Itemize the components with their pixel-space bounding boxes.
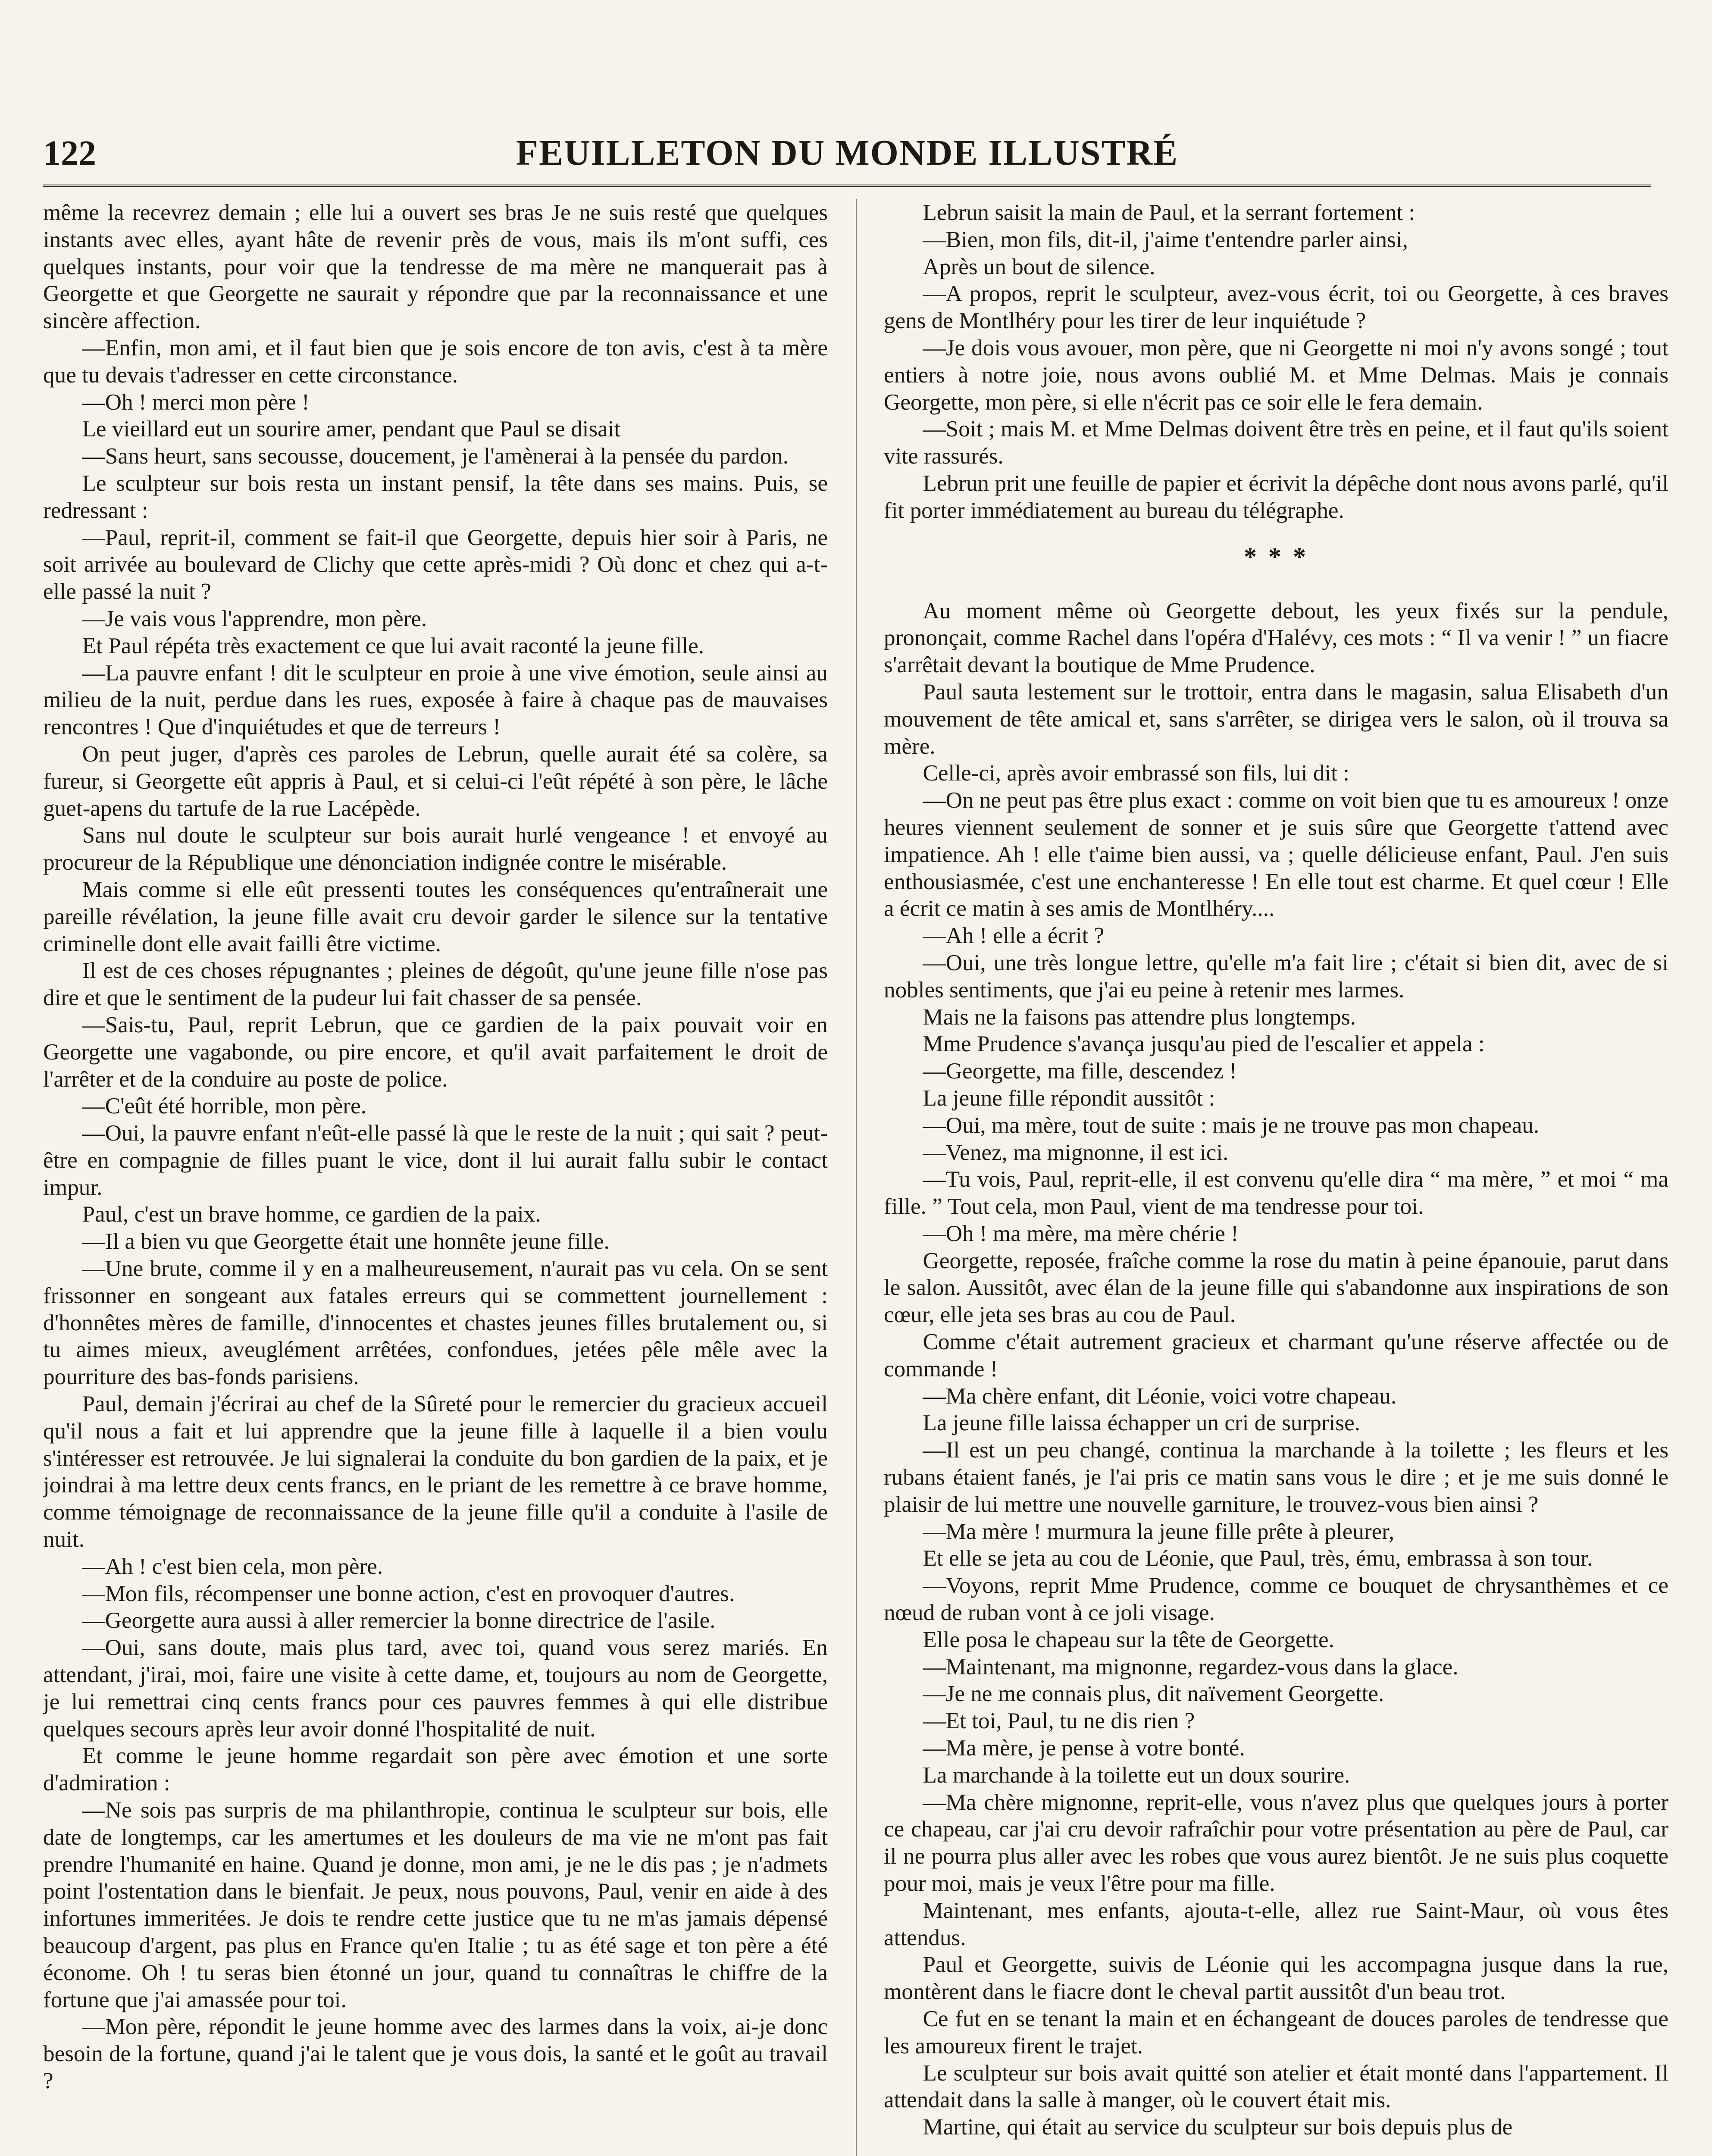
- paragraph: —Je vais vous l'apprendre, mon père.: [82, 605, 427, 631]
- paragraph: Lebrun prit une feuille de papier et écrivit la dépêche dont nous avons parlé, qu'il fit porter immédiatement au bureau du télégraphe.: [884, 470, 1668, 523]
- page-header: [43, 129, 1651, 181]
- paragraph: —Mon fils, récompenser une bonne action, c'est en provoquer d'autres.: [82, 1580, 735, 1606]
- paragraph: La jeune fille répondit aussitôt :: [923, 1085, 1215, 1111]
- paragraph: Celle-ci, après avoir embrassé son fils, lui dit :: [923, 760, 1350, 786]
- paragraph: —Je ne me connais plus, dit naïvement Georgette.: [923, 1681, 1384, 1707]
- paragraph: Sans nul doute le sculpteur sur bois aurait hurlé vengeance ! et envoyé au procureur de la République une dénonciation indignée contre le misérable.: [43, 822, 828, 875]
- right-column: [884, 199, 1668, 2156]
- paragraph: —Il est un peu changé, continua la marchande à la toilette ; les fleurs et les rubans étaient fanés, je l'ai pris ce matin sans vous le dire ; et je me suis donné le plaisir de lui mettre une nouvelle garniture, le trouvez-vous bien ainsi ?: [884, 1437, 1668, 1517]
- paragraph: —Georgette aura aussi à aller remercier la bonne directrice de l'asile.: [82, 1608, 716, 1633]
- paragraph: La jeune fille laissa échapper un cri de surprise.: [923, 1410, 1360, 1436]
- paragraph: Mais comme si elle eût pressenti toutes les conséquences qu'entraînerait une pareille révélation, la jeune fille avait cru devoir garder le silence sur la tentative criminelle dont elle avait failli être victime.: [43, 876, 828, 956]
- paragraph: —On ne peut pas être plus exact : comme on voit bien que tu es amoureux ! onze heures viennent seulement de sonner et je suis sûre que Georgette t'attend avec impatience. Ah ! elle t'aime bien aussi, va ; quelle délicieuse enfant, Paul. J'en suis enthousiasmée, c'est une enchanteresse ! En elle tout est charme. Et quel cœur ! Elle a écrit ce matin à ses amis de Montlhéry....: [884, 787, 1668, 921]
- paragraph: Georgette, reposée, fraîche comme la rose du matin à peine épanouie, parut dans le salon. Aussitôt, avec élan de la jeune fille qui s'abandonne aux inspirations de son cœur, elle jeta ses bras au cou de Paul.: [884, 1247, 1668, 1328]
- paragraph: —Ma mère ! murmura la jeune fille prête à pleurer,: [923, 1518, 1395, 1544]
- paragraph: —Ah ! elle a écrit ?: [923, 923, 1105, 949]
- paragraph: —Georgette, ma fille, descendez !: [923, 1058, 1237, 1084]
- paragraph: —Ne sois pas surpris de ma philanthropie, continua le sculpteur sur bois, elle date de longtemps, car les amertumes et les douleurs de ma vie ne m'ont pas fait prendre l'humanité en haine. Quand je donne, mon ami, je ne le dis pas ; je n'admets point l'ostentation dans le bienfait. Je peux, nous pouvons, Paul, venir en aide à des infortunes immeritées. Je dois te rendre cette justice que tu ne m'as jamais dépensé beaucoup d'argent, pas plus en France qu'en Italie ; tu as été sage et ton père a été économe. Oh ! tu seras bien étonné un jour, quand tu connaîtras le chiffre de la fortune que j'ai amassée pour toi.: [43, 1797, 828, 2012]
- paragraph: —Soit ; mais M. et Mme Delmas doivent être très en peine, et il faut qu'ils soient vite rassurés.: [884, 416, 1668, 469]
- paragraph: Martine, qui était au service du sculpteur sur bois depuis plus de: [923, 2114, 1513, 2140]
- paragraph: Paul, c'est un brave homme, ce gardien de la paix.: [82, 1201, 541, 1227]
- paragraph: —La pauvre enfant ! dit le sculpteur en proie à une vive émotion, seule ainsi au milieu de la nuit, perdue dans les rues, exposée à faire à chaque pas de mauvaises rencontres ! Que d'inquiétudes et que de terreurs !: [43, 660, 828, 740]
- paragraph: —Enfin, mon ami, et il faut bien que je sois encore de ton avis, c'est à ta mère que tu devais t'adresser en cette circonstance.: [43, 335, 828, 388]
- paragraph: —Oh ! merci mon père !: [82, 389, 310, 415]
- paragraph: —Il a bien vu que Georgette était une honnête jeune fille.: [82, 1228, 610, 1254]
- paragraph: —Paul, reprit-il, comment se fait-il que Georgette, depuis hier soir à Paris, ne soit arrivée au boulevard de Clichy que cette après-midi ? Où donc et chez qui a-t-elle passé la nuit ?: [43, 524, 828, 605]
- paragraph: —Je dois vous avouer, mon père, que ni Georgette ni moi n'y avons songé ; tout entiers à notre joie, nous avons oublié M. et Mme Delmas. Mais je connais Georgette, mon père, si elle n'écrit pas ce soir elle le fera demain.: [884, 335, 1668, 415]
- paragraph: —A propos, reprit le sculpteur, avez-vous écrit, toi ou Georgette, à ces braves gens de Montlhéry pour les tirer de leur inquiétude ?: [884, 281, 1668, 334]
- paragraph: Elle posa le chapeau sur la tête de Georgette.: [923, 1626, 1334, 1652]
- paragraph: —Voyons, reprit Mme Prudence, comme ce bouquet de chrysanthèmes et ce nœud de ruban vont à ce joli visage.: [884, 1573, 1668, 1626]
- paragraph: —Et toi, Paul, tu ne dis rien ?: [923, 1708, 1195, 1734]
- paragraph: On peut juger, d'après ces paroles de Lebrun, quelle aurait été sa colère, sa fureur, si Georgette eût appris à Paul, et si celui-ci l'eût répété à son père, le lâche guet-apens du tartufe de la rue Lacépède.: [43, 741, 828, 821]
- paragraph: Après un bout de silence.: [923, 254, 1155, 279]
- paragraph: Il est de ces choses répugnantes ; pleines de dégoût, qu'une jeune fille n'ose pas dire et que le sentiment de la pudeur lui fait chasser de sa pensée.: [43, 958, 828, 1011]
- paragraph: —Ma chère mignonne, reprit-elle, vous n'avez plus que quelques jours à porter ce chapeau, car j'ai cru devoir rafraîchir pour votre présentation au père de Paul, car il ne pourra plus aller avec les robes que vous aurez bientôt. Je ne suis plus coquette pour moi, mais je veux l'être pour ma fille.: [884, 1789, 1668, 1896]
- paragraph: —Oui, la pauvre enfant n'eût-elle passé là que le reste de la nuit ; qui sait ? peut-être en compagnie de filles puant le vice, dont il lui aurait fallu subir le contact impur.: [43, 1120, 828, 1200]
- paragraph: —Ma chère enfant, dit Léonie, voici votre chapeau.: [923, 1383, 1397, 1409]
- paragraph: Le vieillard eut un sourire amer, pendant que Paul se disait: [82, 416, 621, 442]
- paragraph: Comme c'était autrement gracieux et charmant qu'une réserve affectée ou de commande !: [884, 1329, 1668, 1382]
- paragraph: Le sculpteur sur bois avait quitté son atelier et était monté dans l'appartement. Il attendait dans la salle à manger, où le couvert était mis.: [884, 2060, 1668, 2113]
- paragraph: —Maintenant, ma mignonne, regardez-vous dans la glace.: [923, 1654, 1458, 1680]
- paragraph: —Mon père, répondit le jeune homme avec des larmes dans la voix, ai-je donc besoin de la fortune, quand j'ai le talent que je vous dois, la santé et le goût au travail ?: [43, 2014, 828, 2093]
- paragraph: Et comme le jeune homme regardait son père avec émotion et une sorte d'admiration :: [43, 1743, 828, 1796]
- paragraph: Mais ne la faisons pas attendre plus longtemps.: [923, 1004, 1356, 1030]
- paragraph: —Tu vois, Paul, reprit-elle, il est convenu qu'elle dira “ ma mère, ” et moi “ ma fille. ” Tout cela, mon Paul, vient de ma tendresse pour toi.: [884, 1166, 1668, 1219]
- paragraph: Paul sauta lestement sur le trottoir, entra dans le magasin, salua Elisabeth d'un mouvement de tête amical et, sans s'arrêter, se dirigea vers le salon, où il trouva sa mère.: [884, 679, 1668, 759]
- column-divider: [856, 199, 857, 2156]
- paragraph: Et elle se jeta au cou de Léonie, que Paul, très, ému, embrassa à son tour.: [923, 1545, 1593, 1571]
- paragraph: —Oui, une très longue lettre, qu'elle m'a fait lire ; c'était si bien dit, avec de si nobles sentiments, que j'ai eu peine à retenir mes larmes.: [884, 950, 1668, 1003]
- paragraph: Lebrun saisit la main de Paul, et la serrant fortement :: [923, 200, 1415, 225]
- section-break-asterism: * * *: [1244, 542, 1308, 571]
- running-title: FEUILLETON DU MONDE ILLUSTRÉ: [516, 133, 1179, 173]
- paragraph: —Sais-tu, Paul, reprit Lebrun, que ce gardien de la paix pouvait voir en Georgette une vagabonde, ou pire encore, et qu'il avait parfaitement le droit de l'arrêter et de la conduire au poste de police.: [43, 1012, 828, 1092]
- paragraph: —Une brute, comme il y en a malheureusement, n'aurait pas vu cela. On se sent frissonner en songeant aux fatales erreurs qui se commettent journellement : d'honnêtes mères de famille, d'innocentes et chastes jeunes filles brutalement ou, si tu aimes mieux, aveuglément arrêtées, confondues, jetées pêle mêle avec la pourriture des bas-fonds parisiens.: [43, 1256, 828, 1390]
- paragraph: La marchande à la toilette eut un doux sourire.: [923, 1762, 1350, 1788]
- paragraph: —Bien, mon fils, dit-il, j'aime t'entendre parler ainsi,: [923, 226, 1408, 252]
- paragraph: —Ah ! c'est bien cela, mon père.: [82, 1553, 383, 1579]
- paragraph: Maintenant, mes enfants, ajouta-t-elle, allez rue Saint-Maur, où vous êtes attendus.: [884, 1897, 1668, 1950]
- paragraph: —Oh ! ma mère, ma mère chérie !: [923, 1220, 1239, 1246]
- paragraph: Mme Prudence s'avança jusqu'au pied de l'escalier et appela :: [923, 1031, 1485, 1057]
- paragraph: Le sculpteur sur bois resta un instant pensif, la tête dans ses mains. Puis, se redressant :: [43, 470, 828, 523]
- paragraph: —C'eût été horrible, mon père.: [82, 1093, 366, 1119]
- paragraph: Paul et Georgette, suivis de Léonie qui les accompagna jusque dans la rue, montèrent dans le fiacre dont le cheval partit aussitôt d'un beau trot.: [884, 1952, 1668, 2005]
- paragraph: —Ma mère, je pense à votre bonté.: [923, 1735, 1245, 1761]
- paragraph: même la recevrez demain ; elle lui a ouvert ses bras Je ne suis resté que quelques instants avec elles, ayant hâte de revenir près de vous, mais ils m'ont suffi, ces quelques instants, pour voir que la tendresse de ma mère ne manquerait pas à Georgette et que Georgette ne saurait y répondre que par la reconnaissance et une sincère affection.: [43, 200, 828, 334]
- paragraph: Ce fut en se tenant la main et en échangeant de douces paroles de tendresse que les amoureux firent le trajet.: [884, 2006, 1668, 2059]
- header-rule: [43, 185, 1651, 187]
- paragraph: —Venez, ma mignonne, il est ici.: [923, 1139, 1229, 1165]
- paragraph: Au moment même où Georgette debout, les yeux fixés sur la pendule, prononçait, comme Rachel dans l'opéra d'Halévy, ces mots : “ Il va venir ! ” un fiacre s'arrêtait devant la boutique de Mme Prudence.: [884, 598, 1668, 678]
- paragraph: —Oui, sans doute, mais plus tard, avec toi, quand vous serez mariés. En attendant, j'irai, moi, faire une visite à cette dame, et, toujours au nom de Georgette, je lui remettrai cinq cents francs pour ces pauvres femmes à qui elle distribue quelques secours après leur avoir donné l'hospitalité de nuit.: [43, 1635, 828, 1742]
- paragraph: —Sans heurt, sans secousse, doucement, je l'amènerai à la pensée du pardon.: [82, 443, 789, 469]
- paragraph: Et Paul répéta très exactement ce que lui avait raconté la jeune fille.: [82, 633, 704, 658]
- paragraph: —Oui, ma mère, tout de suite : mais je ne trouve pas mon chapeau.: [923, 1112, 1540, 1138]
- left-column: [43, 199, 828, 2156]
- paragraph: Paul, demain j'écrirai au chef de la Sûreté pour le remercier du gracieux accueil qu'il nous a fait et lui apprendre que la jeune fille à laquelle il a bien voulu s'intéresser est retrouvée. Je lui signalerai la conduite du bon gardien de la paix, et je joindrai à ma lettre deux cents francs, en le priant de les remettre à ce brave homme, comme témoignage de reconnaissance de la jeune fille qu'il a conduite à l'asile de nuit.: [43, 1391, 828, 1552]
- page-number: 122: [43, 133, 96, 172]
